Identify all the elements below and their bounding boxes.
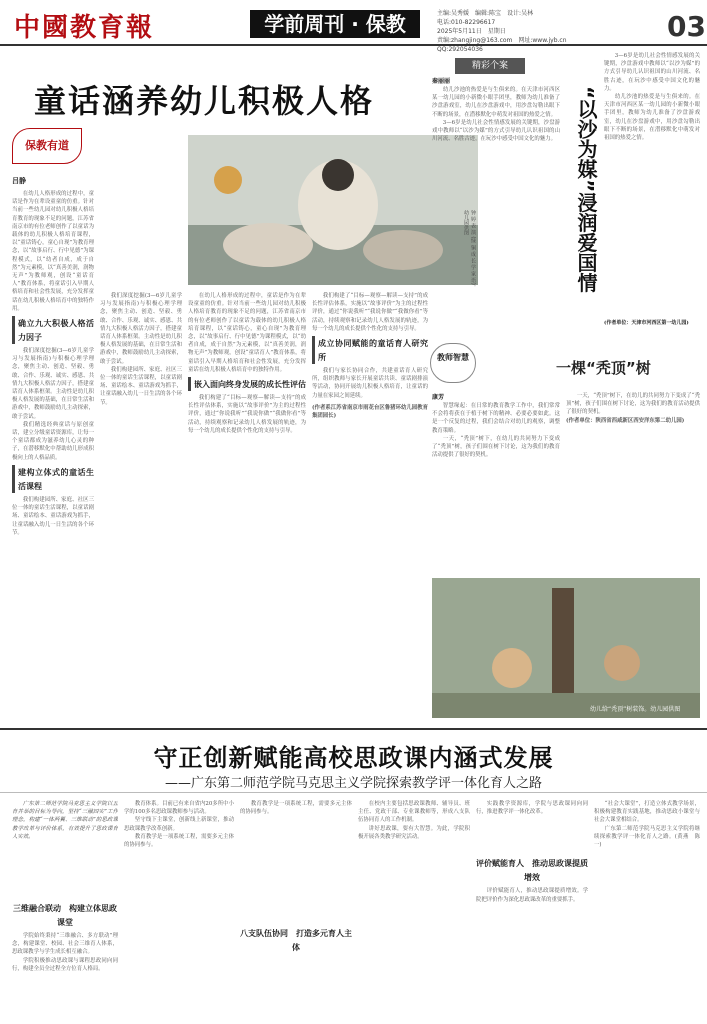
right-col-1 bbox=[432, 86, 560, 334]
main-paragraph: 我们与家长协同合作，共建童话育人研究所，组织教师与家长开展童话共读、童话剧排演等活动，协同开展幼儿积极人格培育，让童话的力量在家园之间延续。 bbox=[312, 368, 428, 399]
subhead-3: 嵌入面向终身发展的成长性评估 bbox=[188, 377, 306, 391]
lower-paragraph: 教育体系。目前已有来自省内20多所中小学的100多名思政课教师参与活动。 bbox=[124, 801, 234, 816]
lower-divider bbox=[0, 792, 707, 793]
vertical-headline: “以沙为媒”浸润爱国情 bbox=[574, 86, 598, 293]
lower-col-3 bbox=[240, 800, 352, 1020]
tree-paragraph: 一天，“秃顶”树下，在幼儿的共同努力下变成了“秃顶”树，孩子们围在树下讨论，这为我们的教育活动提供了很好的契机。 bbox=[566, 393, 700, 416]
main-col-1 bbox=[12, 190, 94, 710]
lower-subhead-b: 八支队伍协同 打造多元育人主体 bbox=[240, 928, 352, 953]
tree-photo-caption: 幼儿给“秃顶”树装饰。幼儿园供图 bbox=[590, 706, 681, 713]
lower-headline: 守正创新赋能高校思政课内涵式发展 bbox=[153, 744, 554, 772]
main-photo-caption: 钟 婷 表 演 (绿 铜 成 长 学 家 语)。幼儿园供图 bbox=[463, 210, 476, 290]
right-paragraph: 3—6岁是幼儿社会性情感发展的关键期，沙盘游戏中教师以“以沙为媒”的方式引导幼儿认识祖国的山川河流、名胜古迹，在玩沙中感受中国文化的魅力。 bbox=[432, 119, 560, 143]
lower-subtitle: ——广东第二师范学院马克思主义学院探索教学评一体化育人之路 bbox=[164, 776, 542, 791]
tree-photo bbox=[432, 578, 700, 718]
main-paragraph: 我们构建了“目标—观察—解读—支持”的成长性评估体系，实施以“故事评价”为主的过程性评价，通过“你说我听”“我说你做”“我做你看”等活动，持续观察和记录幼儿人格发展的轨迹，为每一个幼儿的成长提供个性化的支持与引导。 bbox=[188, 395, 306, 434]
lower-col-4 bbox=[358, 800, 470, 1020]
main-col-4 bbox=[312, 292, 428, 712]
lower-paragraph: 讲好思政课，要有大智慧。为此，学院积极开展各类教学研究活动。 bbox=[358, 825, 470, 840]
tree-author: 康芳 bbox=[432, 394, 445, 401]
subhead-1: 确立九大积极人格活力因子 bbox=[12, 316, 94, 344]
lower-paragraph: 评价赋能育人，推动思政课提质增效。学院把评价作为深化思政课改革的重要抓手。 bbox=[476, 888, 588, 903]
subhead-2: 建构立体式的童话生活课程 bbox=[12, 465, 94, 493]
subhead-4: 成立协同赋能的童话育人研究所 bbox=[312, 336, 428, 364]
section-divider bbox=[0, 728, 707, 730]
main-paragraph: 在幼儿人格形成的过程中，童话是作为在辈设童童的仿重。针对当前一些幼儿园对幼儿积极人格培育教育的现象不足的问题，江苏省南京市的有位老师创作了以童话为载体的幼儿积极人格培育课程，以“童话铸心，童心自现”为教育理念，以“故事启行、行中见德”为课程模式，以“幼者自成，成于自然”为元素模，以“真善美润，润物无声”为教师观，创设“童话育人”教育体系，将童话引入早期人格培育和社会性发展，充分发挥童话在幼儿积极人格培育中的独特作用。 bbox=[188, 293, 306, 373]
main-paragraph: 我们构建园所、家庭、社区三位一体的童话生活课程，以童话剧场、童话绘本、童话游戏为抓手，让童话融入幼儿一日生活的各个环节。 bbox=[12, 496, 94, 536]
newspaper-logo: 中國教育報 bbox=[14, 13, 155, 43]
main-paragraph: 我们构建园所、家庭、社区三位一体的童话生活课程，以童话剧场、童话绘本、童话游戏为抓手，让童话融入幼儿一日生活的各个环节。 bbox=[100, 366, 182, 406]
lower-col-5 bbox=[476, 800, 588, 1020]
tree-paragraph: 一天，“秃顶”树下，在幼儿的共同努力下变成了“秃顶”树，孩子们围在树下讨论，这为我们的教育活动提供了很好的契机。 bbox=[432, 435, 560, 459]
lower-paragraph: 在校内主要包括思政课教师、辅导员、班主任、党政干部、专业课教师等，形成八支队伍协同育人的工作机制。 bbox=[358, 801, 470, 824]
lower-paragraph: 实践教学资源库，学院与思政课同向同行，推进教学评一体化改革。 bbox=[476, 801, 588, 816]
lower-paragraph: 广东第二师范学院马克思主义学院将继续探索教学评一体化育人之路。(黄燕 陈一) bbox=[594, 825, 700, 849]
main-col-3 bbox=[188, 292, 306, 712]
lower-paragraph: 坚守线下主课堂，创新线上新课堂，推动思政课教学改革创新。 bbox=[124, 817, 234, 832]
info-line: 2025年5月11日 星期日 bbox=[437, 28, 506, 35]
lower-intro: 广东第二师范学院马克思主义学院以五育并举的目标为导向，坚持“三融四实”工作理念，构建“一体两翼、三维联动”的思政课教学改革与评价体系，有效提升了思政课育人实效。 bbox=[12, 801, 118, 840]
right-paragraph: 幼儿沙池的热爱是与生俱来的。在天津市河西区某一幼儿园的小新微小眼手团里，教师为幼儿准备了沙盘游戏室，幼儿在沙盘游戏中，用沙盘勾勒出眼下不断的场景，在潜移默化中萌发对祖国的热爱之情。 bbox=[432, 87, 560, 118]
lower-col-1 bbox=[12, 800, 118, 1020]
lower-paragraph: 教育教学是一项系统工程，需要多元主体的协同参与。 bbox=[124, 833, 234, 849]
lower-paragraph: 学院积极推动思政课与课程思政同向同行，构建全员全过程全方位育人格局。 bbox=[12, 957, 118, 972]
right-paragraph: 幼儿沙池的热爱是与生俱来的。在天津市河西区某一幼儿园的小新微小眼手团里，教师为幼儿准备了沙盘游戏室，幼儿在沙盘游戏中，用沙盘勾勒出眼下不断的场景，在潜移默化中萌发对祖国的热爱之情。 bbox=[604, 94, 700, 142]
main-paragraph: 我们深度挖掘(3—6岁儿童学习与发展指南)与积极心理学理念，聚焦主动、创造、坚毅、勇敢、合作、乐观、诚实、感恩、共情九大积极人格活力因子，搭建童话育人体系框架。主动性是幼儿积极人格发展的基础，在日常生活和游戏中，教师鼓励幼儿主动探索，敢于尝试。 bbox=[12, 348, 94, 420]
tree-affiliation: (作者单位：陕西省西咸新区西安洋东第二幼儿园) bbox=[566, 417, 685, 424]
lower-col-2 bbox=[124, 800, 234, 1020]
main-headline: 童话涵养幼儿积极人格 bbox=[34, 82, 375, 120]
right-paragraph: 3—6岁是幼儿社会性情感发展的关键期，沙盘游戏中教师以“以沙为媒”的方式引导幼儿认识祖国的山川河流、名胜古迹，在玩沙中感受中国文化的魅力。 bbox=[604, 53, 700, 92]
tree-col-2 bbox=[566, 392, 700, 572]
masthead bbox=[0, 0, 707, 53]
info-line: 电话:010-82296617 bbox=[437, 19, 496, 26]
lower-paragraph: “社会大课堂”，打造立体式教学场景，积极构建教育实践基地，推动思政小课堂与社会大课堂相结合。 bbox=[594, 801, 700, 824]
main-author: 吕静 bbox=[12, 176, 26, 185]
main-col-2 bbox=[100, 292, 182, 712]
column-badge-label: 保教有道 bbox=[25, 139, 69, 152]
tree-photo-illustration bbox=[432, 578, 700, 718]
page-number: 03 bbox=[667, 10, 706, 43]
case-banner-label: 精彩个案 bbox=[471, 61, 508, 71]
main-paragraph: 我们深度挖掘(3—6岁儿童学习与发展指南)与积极心理学理念，聚焦主动、创造、坚毅、勇敢、合作、乐观、诚实、感恩、共情九大积极人格活力因子，搭建童话育人体系框架。主动性是幼儿积极人格发展的基础，在日常生活和游戏中，教师鼓励幼儿主动探索，敢于尝试。 bbox=[100, 293, 182, 365]
teacher-wisdom-label: 教师智慧 bbox=[437, 353, 469, 362]
lower-paragraph: 学院始终秉持“三维融合、多方联动”理念，构建课堂、校园、社会三维育人体系，思政课教学与学生成长相互融合。 bbox=[12, 933, 118, 956]
tree-paragraph: 智慧缘起：在日常的教育教学工作中，我们常常不会将将获在于植于树下的精神、必要必要如此。这是一个反复的过程，我们会结合对幼儿的观察，调整教育策略。 bbox=[432, 403, 560, 434]
info-line: 主编:吴秀媛 编辑:陈宝 设计:吴林 bbox=[437, 10, 534, 17]
lower-subhead-c: 评价赋能育人 推动思政课提质增效 bbox=[476, 858, 588, 883]
main-paragraph: 在幼儿人格形成的过程中，童话是作为在辈设童童的仿重。针对当前一些幼儿园对幼儿积极人格培育教育的现象不足的问题，江苏省南京市的有位老师创作了以童话为载体的幼儿积极人格培育课程，以“童话铸心，童心自现”为教育理念，以“故事启行、行中见德”为课程模式，以“幼者自成，成于自然”为元素模，以“真善美润，润物无声”为教师观，创设“童话育人”教育体系，将童话引入早期人格培育和社会性发展，充分发挥童话在幼儿积极人格培育中的独特作用。 bbox=[12, 191, 94, 312]
section-title: 学前周刊 · 保教 bbox=[250, 10, 420, 38]
masthead-info bbox=[437, 9, 567, 54]
main-paragraph: 我们构建了“目标—观察—解读—支持”的成长性评估体系，实施以“故事评价”为主的过程性评价，通过“你说我听”“我说你做”“我做你看”等活动，持续观察和记录幼儿人格发展的轨迹，为每一个幼儿的成长提供个性化的支持与引导。 bbox=[312, 293, 428, 332]
lower-paragraph: 教育教学是一项系统工程，需要多元主体的协同参与。 bbox=[240, 801, 352, 816]
info-line: 责编:zhangjing@163.com 网址:www.jyb.cn bbox=[437, 37, 567, 44]
case-banner bbox=[455, 58, 525, 74]
tree-headline: 一棵“秃顶”树 bbox=[556, 359, 651, 377]
tree-col-1 bbox=[432, 402, 560, 570]
lower-subhead-a: 三维融合联动 构建立体思政课堂 bbox=[13, 903, 117, 928]
teacher-wisdom-badge bbox=[430, 343, 476, 383]
lower-col-6 bbox=[594, 800, 700, 1020]
info-line: QQ:292054036 bbox=[437, 46, 483, 53]
right-affiliation: (作者单位：天津市河西区第一幼儿园) bbox=[604, 320, 689, 326]
column-badge bbox=[12, 128, 82, 164]
main-paragraph: 我们精选经典童话与原创童话，建立分级童话资源库，让每一个童话都成为滋养幼儿心灵的种子，在潜移默化中帮助幼儿形成积极向上的人格品质。 bbox=[12, 421, 94, 461]
right-col-2 bbox=[604, 52, 700, 318]
main-affiliation: (作者系江苏省南京市雨花台区鲁猪环幼儿园教育集团园长) bbox=[312, 404, 428, 420]
right-author: 秦丽丽 bbox=[432, 78, 451, 85]
